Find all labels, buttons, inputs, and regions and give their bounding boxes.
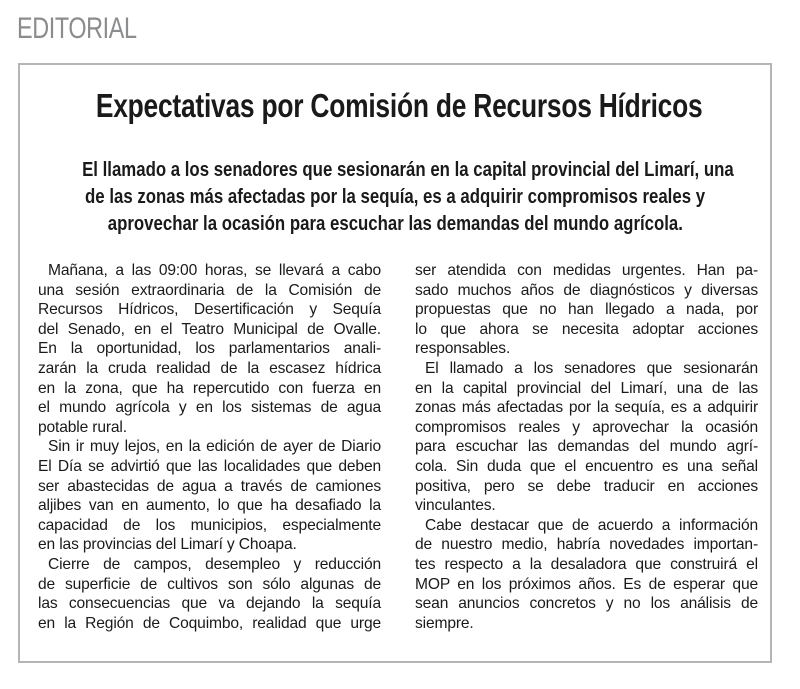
paragraph-line: tes respecto a la desaladora que construirá el [415, 555, 758, 573]
body-column-1 [38, 261, 381, 633]
paragraph-line: vinculantes. [415, 497, 496, 515]
paragraph-line: ser atendida con medidas urgentes. Han pa- [415, 262, 758, 279]
paragraph-line: cola. Sin duda que el encuentro es una señal [415, 457, 758, 475]
paragraph-line: Mañana, a las 09:00 horas, se llevará a cabo [48, 262, 381, 279]
subheadline-line: de las zonas más afectadas por la sequía, es a adquirir compromisos reales y [84, 186, 705, 208]
paragraph-line: para escuchar las demandas del mundo agrí- [415, 438, 758, 456]
paragraph-line: las consecuencias que va dejando la sequía [38, 595, 381, 613]
paragraph-line: Cierre de campos, desempleo y reducción [48, 555, 381, 573]
paragraph [38, 437, 381, 555]
paragraph-line: capacidad de los municipios, especialmente [38, 516, 381, 534]
paragraph-line: potable rural. [38, 418, 127, 436]
paragraph-line: una sesión extraordinaria de la Comisión de [38, 281, 381, 299]
subheadline-line: aprovechar la ocasión para escuchar las demandas del mundo agrícola. [107, 213, 683, 235]
paragraph [38, 555, 381, 633]
paragraph-line: siempre. [415, 614, 474, 632]
subheadline [20, 157, 770, 238]
paragraph-line: sean anuncios concretos y no los análisis de [415, 595, 758, 613]
paragraph-line: compromisos reales y aprovechar la ocasión [415, 418, 758, 436]
paragraph-line: El Día se advirtió que las localidades que deben [38, 457, 381, 475]
paragraph-line: en la Región de Coquimbo, realidad que urge [38, 614, 381, 632]
editorial-box [18, 63, 772, 663]
paragraph-line: zonas más afectadas por la sequía, es a adquirir [415, 399, 758, 417]
paragraph-line: El llamado a los senadores que sesionarán [425, 359, 758, 377]
paragraph [38, 261, 381, 437]
paragraph-line: zarán la cruda realidad de la escasez hídrica [38, 359, 381, 377]
headline-text: Expectativas por Comisión de Recursos Hídricos [95, 87, 703, 124]
paragraph-line: en la zona, que ha repercutido con fuerza en [38, 379, 381, 397]
paragraph-line: responsables. [415, 340, 511, 358]
paragraph [415, 261, 758, 359]
paragraph [415, 516, 758, 634]
paragraph-line: positiva, pero se debe traducir en acciones [415, 477, 758, 495]
paragraph-line: propuestas que no han llegado a nada, por [415, 301, 758, 319]
headline [20, 87, 770, 125]
body-column-2 [415, 261, 758, 633]
paragraph-line: del Senado, en el Teatro Municipal de Ovalle. [38, 320, 381, 338]
paragraph-line: Recursos Hídricos, Desertificación y Sequía [38, 301, 381, 319]
paragraph-line: de nuestro medio, habría novedades importan- [415, 536, 758, 554]
paragraph-line: en la capital provincial del Limarí, una de las [415, 379, 758, 397]
paragraph-line: el mundo agrícola y en los sistemas de agua [38, 399, 381, 417]
paragraph-line: lo que ahora se necesita adoptar acciones [415, 320, 758, 338]
paragraph-line: de superficie de cultivos son sólo algunas de [38, 575, 381, 593]
subheadline-line: El llamado a los senadores que sesionarán en la capital provincial del Limarí, una [82, 159, 734, 181]
section-label: EDITORIAL [17, 12, 137, 45]
paragraph-line: en las provincias del Limarí y Choapa. [38, 536, 297, 554]
paragraph-line: sado muchos años de diagnósticos y diversas [415, 281, 758, 299]
paragraph-line: MOP en los próximos años. Es de esperar que [415, 575, 758, 593]
paragraph-line: aljibes van en aumento, lo que ha desafiado la [38, 497, 381, 515]
paragraph-line: Cabe destacar que de acuerdo a información [425, 516, 758, 534]
paragraph-line: Sin ir muy lejos, en la edición de ayer de Diario [48, 438, 381, 456]
paragraph [415, 359, 758, 516]
paragraph-line: En la oportunidad, los parlamentarios anali- [38, 340, 381, 358]
paragraph-line: ser abastecidas de agua a través de camiones [38, 477, 381, 495]
